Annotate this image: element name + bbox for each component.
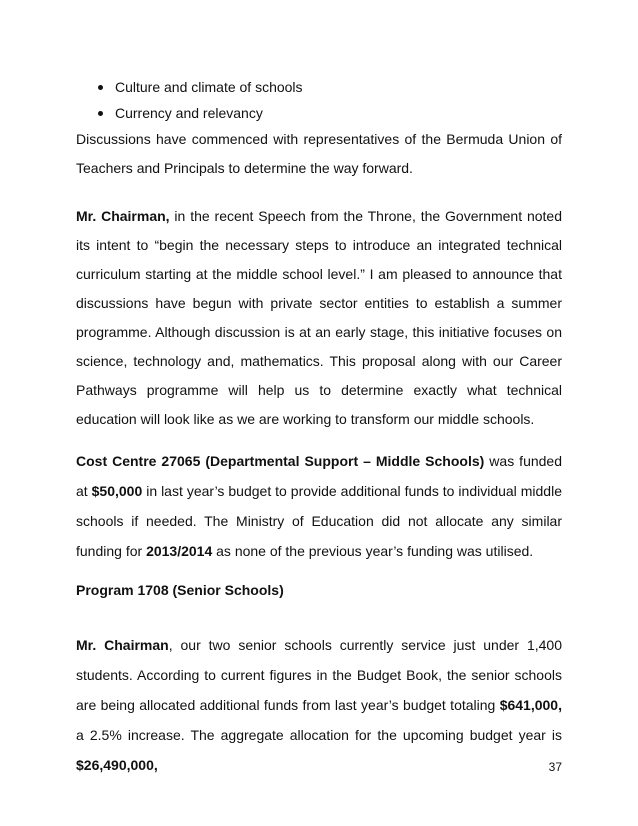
paragraph-lead: Mr. Chairman, (76, 208, 170, 224)
paragraph-senior-schools: Mr. Chairman, our two senior schools currently service just under 1,400 students. According to current figures in the Budget Book, the senior schools are being allocated additional funds from last year’s budget totaling $641,000, a 2.5% increase. The aggregate allocation for the upcoming budget year is $26,490,000, (76, 637, 562, 773)
bullet-text: Culture and climate of schools (115, 79, 303, 95)
paragraph-lead: Mr. Chairman (76, 637, 169, 653)
list-item (98, 74, 303, 100)
paragraph-body: in the recent Speech from the Throne, the Government noted its intent to “begin the necessary steps to introduce an integrated technical curriculum starting at the middle school level.” I am pleased to announce that discussions have begun with private sector entities to establish a summer programme. Although discussion is at an early stage, this initiative focuses on science, technology and, mathematics. This proposal along with our Career Pathways programme will help us to determine exactly what technical education will look like as we are working to transform our middle schools. (76, 208, 562, 427)
fiscal-year: 2013/2014 (146, 543, 213, 559)
paragraph-cost-centre: Cost Centre 27065 (Departmental Support – Middle Schools) was funded at $50,000 in last year’s budget to provide additional funds to individual middle schools if needed. The Ministry of Education did not allocate any similar funding for 2013/2014 as none of the previous year’s funding was utilised. (76, 453, 562, 559)
bullet-icon (98, 85, 103, 90)
amount: $50,000 (91, 483, 143, 499)
bullet-list (98, 74, 303, 126)
amount: $641,000, (499, 697, 562, 713)
list-item (98, 100, 303, 126)
page-number: 37 (548, 760, 562, 774)
paragraph-lead: Cost Centre 27065 (Departmental Support – Middle Schools) (76, 453, 485, 469)
paragraph-discussions: Discussions have commenced with representatives of the Bermuda Union of Teachers and Principals to determine the way forward. (76, 131, 562, 176)
paragraph-speech-from-throne (76, 202, 562, 434)
section-heading: Program 1708 (Senior Schools) (76, 582, 284, 598)
bullet-icon (98, 111, 103, 116)
bullet-text: Currency and relevancy (115, 105, 263, 121)
amount: $26,490,000, (76, 757, 158, 773)
